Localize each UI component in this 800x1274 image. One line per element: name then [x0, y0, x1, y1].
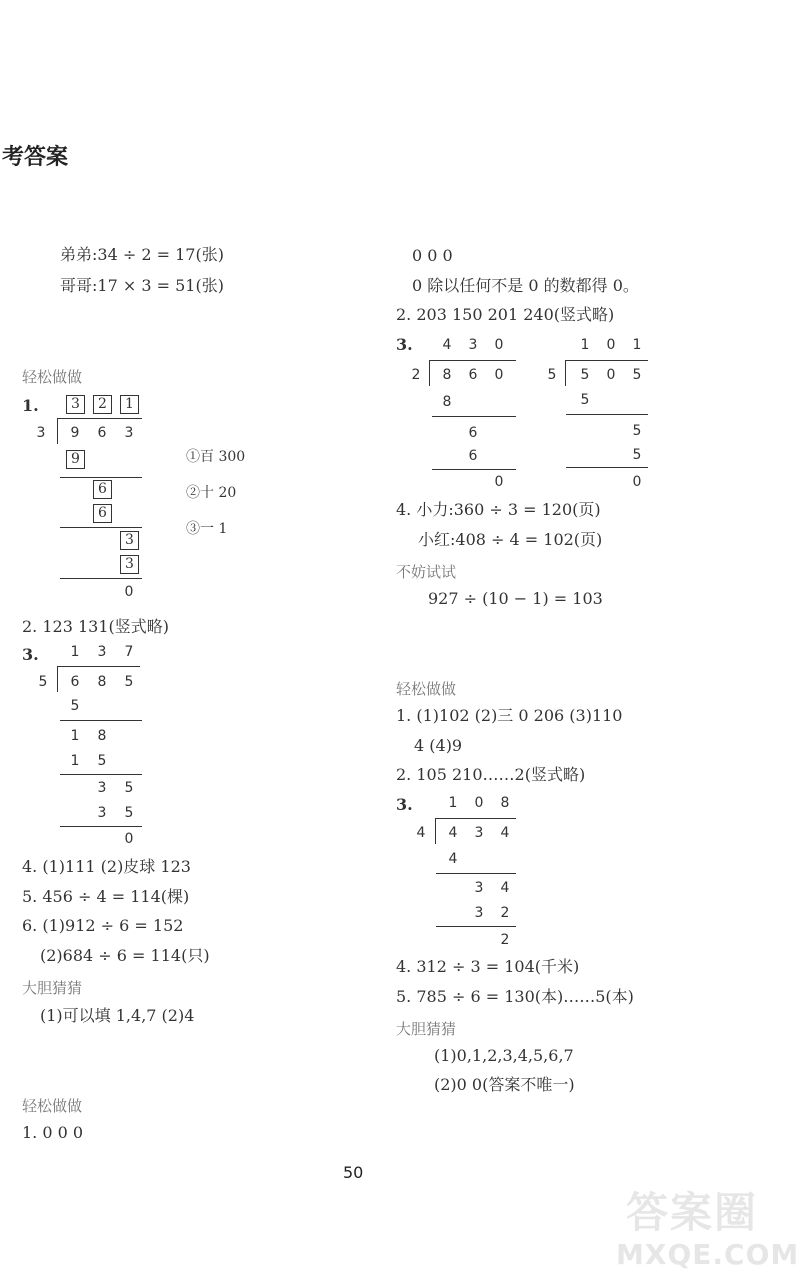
remainder: 0	[494, 474, 504, 490]
division-bar	[430, 360, 516, 361]
step-digit: 1	[70, 728, 80, 744]
step-line	[566, 467, 648, 468]
step-digit: 3	[474, 880, 484, 896]
step-line	[60, 826, 142, 827]
step-line	[436, 873, 516, 874]
division-bracket	[57, 666, 58, 692]
section-heading: 大胆猜猜	[396, 1020, 457, 1038]
quotient-digit: 3	[97, 644, 107, 660]
section-heading: 不妨试试	[396, 563, 457, 581]
remainder: 0	[632, 474, 642, 490]
step-digit: 8	[97, 728, 107, 744]
step-digit: 3	[97, 780, 107, 796]
step-line	[60, 774, 142, 775]
division-bracket	[565, 360, 566, 386]
divisor: 4	[416, 825, 426, 841]
dividend-digit: 6	[97, 425, 107, 441]
dividend-digit: 9	[70, 425, 80, 441]
answer-line: 弟弟:34 ÷ 2 = 17(张)	[60, 245, 224, 264]
question-number: 3.	[22, 645, 39, 664]
quotient-digit: 1	[632, 337, 642, 353]
answer-line: 4 (4)9	[414, 736, 463, 755]
remainder: 0	[124, 831, 134, 847]
step-digit: 5	[632, 447, 642, 463]
dividend-digit: 4	[448, 825, 458, 841]
section-heading: 轻松做做	[22, 1097, 83, 1115]
answer-line: (2)0 0(答案不唯一)	[434, 1075, 575, 1094]
answer-line: 2. 105 210……2(竖式略)	[396, 765, 586, 784]
step-digit: 6	[468, 448, 478, 464]
step-line	[432, 416, 516, 417]
dividend-digit: 6	[70, 674, 80, 690]
answer-line: 5. 456 ÷ 4 = 114(棵)	[22, 887, 190, 906]
page-title: 考答案	[2, 144, 69, 170]
dividend-digit: 4	[500, 825, 510, 841]
step-digit: 5	[124, 780, 134, 796]
dividend-digit: 0	[494, 367, 504, 383]
division-bracket	[435, 818, 436, 844]
quotient-digit: 8	[500, 795, 510, 811]
place-value-note: ③一 1	[186, 521, 228, 537]
section-heading: 大胆猜猜	[22, 979, 83, 997]
step-digit: 1	[70, 753, 80, 769]
quotient-digit: 1	[580, 337, 590, 353]
dividend-digit: 8	[97, 674, 107, 690]
answer-line: 6. (1)912 ÷ 6 = 152	[22, 916, 184, 935]
step-digit: 5	[70, 698, 80, 714]
answer-line: 0 0 0	[412, 246, 453, 265]
divisor: 5	[547, 367, 557, 383]
quotient-digit: 1	[448, 795, 458, 811]
dividend-digit: 5	[580, 367, 590, 383]
step-digit: 5	[97, 753, 107, 769]
division-bracket	[429, 360, 430, 386]
step-digit: 4	[500, 880, 510, 896]
quotient-digit: 0	[606, 337, 616, 353]
answer-line: 4. 小力:360 ÷ 3 = 120(页)	[396, 500, 601, 519]
question-number: 3.	[396, 795, 413, 814]
answer-line: 5. 785 ÷ 6 = 130(本)……5(本)	[396, 987, 634, 1006]
step-digit-box: 6	[93, 504, 112, 523]
step-digit: 3	[474, 905, 484, 921]
step-digit: 5	[124, 805, 134, 821]
answer-line: 927 ÷ (10 − 1) = 103	[428, 589, 603, 608]
step-line	[432, 469, 516, 470]
quotient-digit-box: 3	[66, 395, 85, 414]
division-bar	[58, 418, 142, 419]
step-digit: 3	[97, 805, 107, 821]
dividend-digit: 6	[468, 367, 478, 383]
step-line	[60, 527, 142, 528]
division-bar	[566, 360, 648, 361]
answer-line: 0 除以任何不是 0 的数都得 0。	[412, 276, 639, 295]
answer-line: 4. (1)111 (2)皮球 123	[22, 857, 191, 876]
quotient-digit: 0	[494, 337, 504, 353]
dividend-digit: 0	[606, 367, 616, 383]
answer-line: (1)0,1,2,3,4,5,6,7	[434, 1046, 574, 1065]
divisor: 3	[36, 425, 46, 441]
step-line	[60, 578, 142, 579]
answer-line: (1)可以填 1,4,7 (2)4	[40, 1006, 195, 1025]
step-digit: 5	[580, 392, 590, 408]
section-heading: 轻松做做	[396, 680, 457, 698]
quotient-digit: 1	[70, 644, 80, 660]
answer-line: 2. 203 150 201 240(竖式略)	[396, 305, 615, 324]
step-digit-box: 3	[120, 531, 139, 550]
step-digit-box: 3	[120, 555, 139, 574]
answer-line: 2. 123 131(竖式略)	[22, 617, 170, 636]
step-digit: 2	[500, 905, 510, 921]
dividend-digit: 5	[632, 367, 642, 383]
step-line	[436, 926, 516, 927]
step-digit: 5	[632, 423, 642, 439]
remainder: 0	[124, 584, 134, 600]
dividend-digit: 3	[124, 425, 134, 441]
answer-line: 小红:408 ÷ 4 = 102(页)	[418, 530, 603, 549]
answer-line: 4. 312 ÷ 3 = 104(千米)	[396, 957, 580, 976]
place-value-note: ②十 20	[186, 485, 237, 501]
watermark-logo: 答案圈	[626, 1188, 759, 1237]
division-bar	[436, 818, 516, 819]
quotient-digit: 0	[474, 795, 484, 811]
step-digit: 4	[448, 851, 458, 867]
step-line	[60, 477, 142, 478]
step-digit-box: 9	[66, 450, 85, 469]
dividend-digit: 8	[442, 367, 452, 383]
page-number: 50	[343, 1163, 364, 1182]
quotient-digit: 4	[442, 337, 452, 353]
dividend-digit: 5	[124, 674, 134, 690]
watermark-url: MXQE.COM	[616, 1238, 800, 1271]
answer-line: 1. 0 0 0	[22, 1123, 84, 1142]
dividend-digit: 3	[474, 825, 484, 841]
remainder: 2	[500, 932, 510, 948]
divisor: 2	[411, 367, 421, 383]
division-bracket	[57, 418, 58, 444]
quotient-digit-box: 2	[93, 395, 112, 414]
answer-line: 哥哥:17 × 3 = 51(张)	[60, 276, 224, 295]
step-line	[566, 414, 648, 415]
answer-line: 1. (1)102 (2)三 0 206 (3)110	[396, 706, 623, 725]
answer-line: (2)684 ÷ 6 = 114(只)	[40, 946, 210, 965]
step-line	[60, 720, 142, 721]
place-value-note: ①百 300	[186, 449, 246, 465]
quotient-digit: 7	[124, 644, 134, 660]
step-digit: 6	[468, 425, 478, 441]
step-digit-box: 6	[93, 480, 112, 499]
question-number: 1.	[22, 396, 39, 415]
question-number: 3.	[396, 335, 413, 354]
quotient-digit: 3	[468, 337, 478, 353]
section-heading: 轻松做做	[22, 368, 83, 386]
step-digit: 8	[442, 394, 452, 410]
division-bar	[58, 666, 140, 667]
divisor: 5	[38, 674, 48, 690]
quotient-digit-box: 1	[120, 395, 139, 414]
